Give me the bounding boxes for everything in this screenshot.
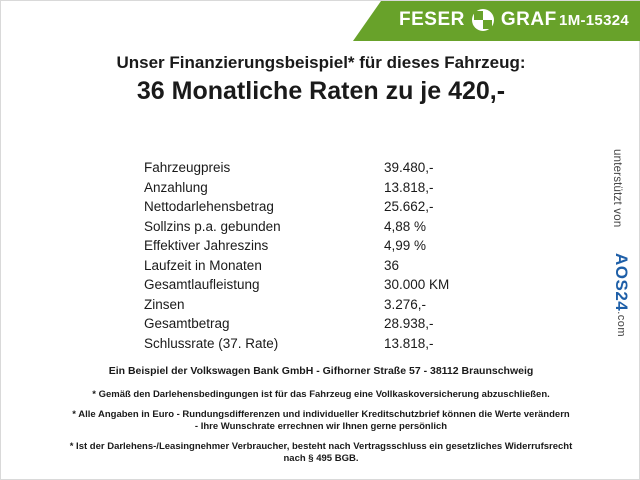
- table-row: [144, 179, 504, 198]
- row-label: Anzahlung: [144, 179, 208, 195]
- partner-credit: [611, 149, 633, 339]
- row-value: 4,99 %: [384, 238, 427, 253]
- aos24-logo-text: AOS24: [612, 253, 631, 312]
- footnotes: [1, 389, 640, 466]
- row-value: 4,88 %: [384, 218, 427, 234]
- row-value: 13.818,-: [384, 179, 434, 195]
- vehicle-id-badge: 1M-15324: [559, 12, 629, 29]
- row-label: Laufzeit in Monaten: [144, 257, 262, 273]
- page-subtitle: Unser Finanzierungsbeispiel* für dieses Fahrzeug:: [116, 53, 526, 72]
- row-value: 3.276,-: [384, 296, 427, 312]
- table-row: [144, 257, 504, 276]
- aos24-logo: [611, 253, 631, 337]
- footnote-3-line1: * Ist der Darlehens-/Leasingnehmer Verbraucher, besteht nach Vertragsschluss ein gesetzliches Widerrufsrecht: [69, 440, 573, 452]
- page-title: 36 Monatliche Raten zu je 420,-: [136, 77, 506, 105]
- row-value: 39.480,-: [384, 160, 434, 175]
- table-row: [144, 237, 504, 256]
- table-row: [144, 159, 504, 178]
- table-row: [144, 315, 504, 334]
- row-label: Gesamtlaufleistung: [144, 277, 260, 292]
- brand-name-second: GRAF: [500, 9, 557, 30]
- row-value: 13.818,-: [384, 335, 434, 351]
- row-value: 25.662,-: [384, 199, 434, 214]
- footnote-2: [1, 409, 640, 434]
- row-value: 36: [384, 257, 400, 273]
- clover-logo-icon: [472, 9, 494, 31]
- footnote-2-line1: * Alle Angaben in Euro - Rundungsdifferenzen und individueller Kreditschutzbrief können die Werte verändern: [72, 408, 570, 420]
- footnote-3-line2: nach § 495 BGB.: [283, 453, 359, 464]
- table-row: [144, 198, 504, 217]
- dealer-logo: [399, 9, 557, 31]
- bank-note: Ein Beispiel der Volkswagen Bank GmbH - Gifhorner Straße 57 - 38112 Braunschweig: [108, 365, 534, 377]
- finance-table: [144, 159, 504, 354]
- page-header: [1, 1, 640, 41]
- row-label: Effektiver Jahreszins: [144, 238, 269, 253]
- footnote-3: [1, 441, 640, 466]
- row-label: Schlussrate (37. Rate): [144, 335, 279, 351]
- table-row: [144, 276, 504, 295]
- table-row: [144, 218, 504, 237]
- partner-credit-label: unterstützt von: [611, 149, 623, 228]
- row-value: 28.938,-: [384, 316, 434, 331]
- row-label: Zinsen: [144, 296, 185, 312]
- row-label: Gesamtbetrag: [144, 316, 230, 331]
- aos24-logo-domain: .com: [615, 311, 627, 338]
- brand-name-first: FESER: [399, 9, 465, 30]
- footnote-1: * Gemäß den Darlehensbedingungen ist für das Fahrzeug eine Vollkaskoversicherung abzuschließen.: [92, 389, 550, 400]
- table-row: [144, 335, 504, 354]
- row-label: Nettodarlehensbetrag: [144, 199, 274, 214]
- row-label: Sollzins p.a. gebunden: [144, 218, 281, 234]
- table-row: [144, 296, 504, 315]
- footnote-2-line2: - Ihre Wunschrate errechnen wir Ihnen gerne persönlich: [194, 421, 448, 432]
- row-label: Fahrzeugpreis: [144, 160, 231, 175]
- row-value: 30.000 KM: [384, 277, 450, 292]
- title-block: [1, 53, 640, 106]
